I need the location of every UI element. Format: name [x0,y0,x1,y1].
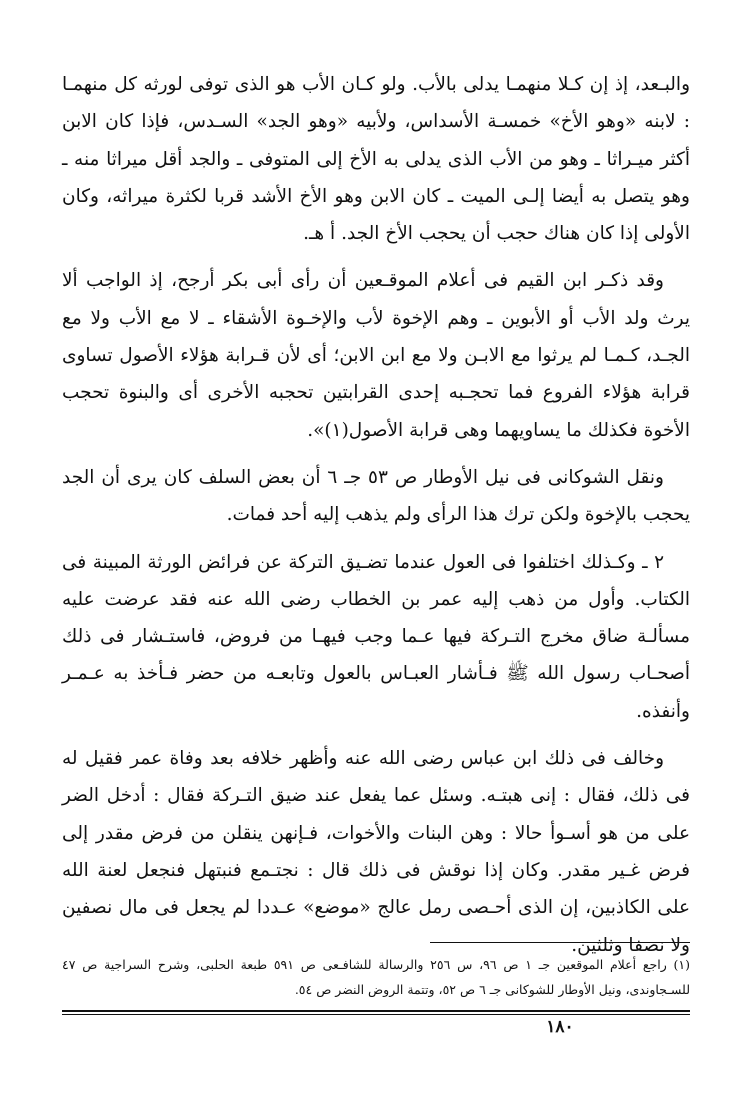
main-text [62,66,690,974]
paragraph: وخالف فى ذلك ابن عباس رضى الله عنه وأظهر خلافه بعد وفاة عمر فقيل له فى ذلك، فقال : إنى هبتـه. وسئل عما يفعل عند ضيق التـركة فقال : أدخل الضر على من هو أسـوأ حالا : وهن البنات والأخوات، فـإنهن ينقلن من فرض مقدر إلى فرض غـير مقدر. وكان إذا نوقش فى ذلك قال : نجتـمع فنبتهل فنجعل لعنة الله على الكاذبين، إن الذى أحـصى رمل عالج «موضع» عـددا لم يجعل فى مال نصفين ولا نصفا وثلثين. [62,748,690,956]
bottom-rule-thin [62,1014,690,1015]
footnote-text: (١) راجع أعلام الموقعين جـ ١ ص ٩٦، س ٢٥٦ والرسالة للشافـعى ص ٥٩١ طبعة الحلبى، وشرح السراجية ص ٤٧ للسـجاوندى، ونيل الأوطار للشوكانى جـ ٦ ص ٥٢، وتتمة الروض النضر ص ٥٤. [62,957,690,997]
page-number: ١٨٠ [546,1017,574,1037]
paragraph: ٢ ـ وكـذلك اختلفوا فى العول عندما تضـيق التركة عن فرائض الورثة المبينة فى الكتاب. وأول من ذهب إليه عمر بن الخطاب رضى الله عنه فقد عرضت عليه مسألـة ضاق مخرج التـركة فيها عـما وجب فيهـا من فروض، فاستـشار فى ذلك أصحـاب رسول الله ﷺ فـأشار العبـاس بالعول وتابعـه من حضر فـأخذ به عـمـر وأنفذه. [62,551,690,722]
paragraph: ونقل الشوكانى فى نيل الأوطار ص ٥٣ جـ ٦ أن بعض السلف كان يرى أن الجد يحجب بالإخوة ولكن ترك هذا الرأى ولم يذهب إليه أحد فمات. [62,466,690,526]
paragraph: والبـعد، إذ إن كـلا منهمـا يدلى بالأب. ولو كـان الأب هو الذى توفى لورثه كل منهمـا : لابنه «وهو الأخ» خمسـة الأسداس، ولأبيه «وهو الجد» السـدس، فإذا كان الابن أكثر ميـراثا ـ وهو من الأب الذى يدلى به الأخ إلى المتوفى ـ والجد أقل ميراثا منه ـ وهو يتصل به أيضا إلـى الميت ـ كان الابن وهو الأخ الأشد قربا لكثرة ميراثه، وكان الأولى إذا كان هناك حجب أن يحجب الأخ الجد. أ هـ. [62,74,690,245]
footnotes [62,952,690,1002]
bottom-rule [62,1010,690,1012]
paragraph: وقد ذكـر ابن القيم فى أعلام الموقـعين أن رأى أبى بكر أرجح، إذ الواجب ألا يرث ولد الأب أو الأبوين ـ وهم الإخوة لأب والإخـوة الأشقاء ـ لا مع الأب ولا مع الجـد، كـمـا لم يرثوا مع الابـن ولا مع ابن الابن؛ أى لأن قـرابة هؤلاء الأصول تساوى قرابة هؤلاء الفروع فما تحجـبه إحدى القرابتين تحجبه الأخرى أى والبنوة تحجب الأخوة فكذلك ما يساويهما وهى قرابة الأصول(١)». [62,270,690,441]
footnote-divider [430,942,690,943]
